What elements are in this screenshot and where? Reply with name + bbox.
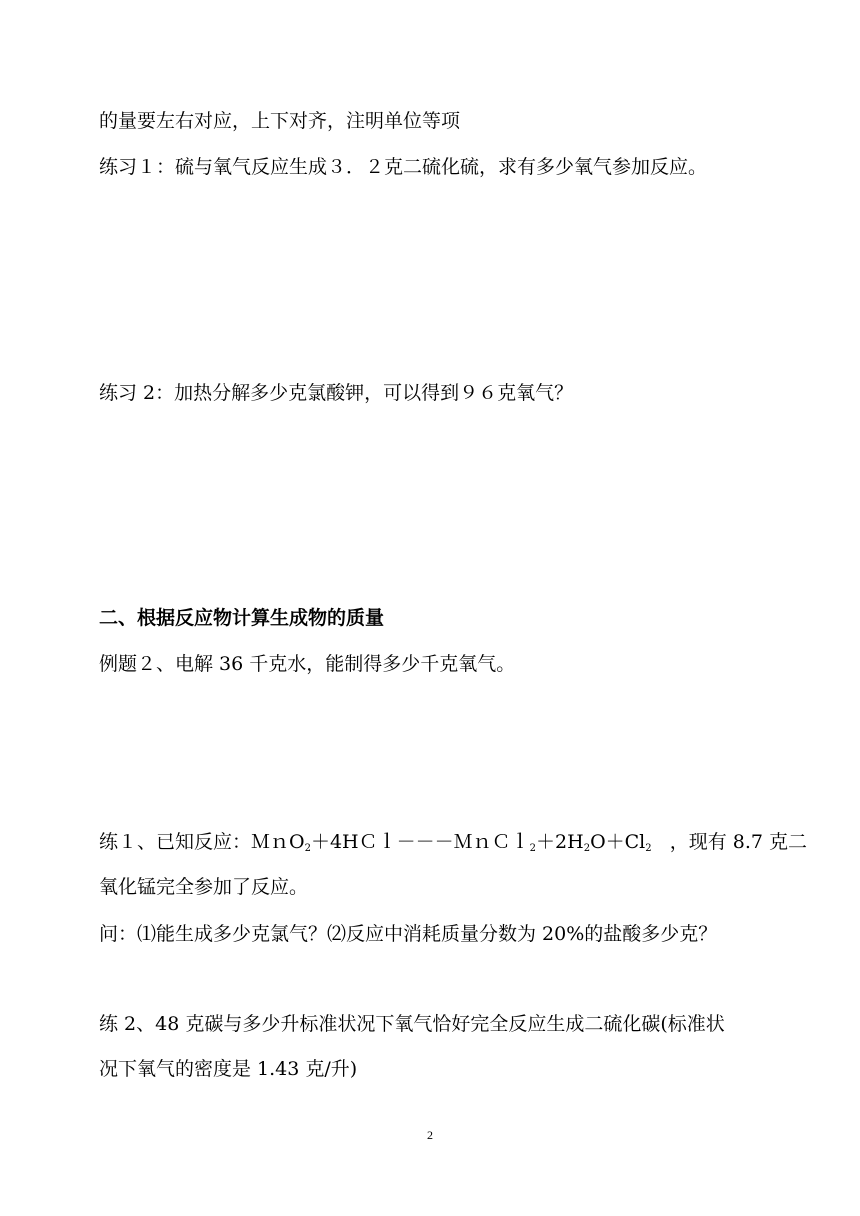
practice-1-prefix: 练１、已知反应： (99, 831, 252, 853)
subscript: 2 (304, 843, 311, 854)
practice-1-continued: 氧化锰完全参加了反应。 (99, 876, 309, 898)
practice-1-equation-line (99, 830, 807, 854)
practice-1-suffix: ，现有 8.7 克二 (669, 831, 808, 853)
text-line-1: 的量要左右对应，上下对齐，注明单位等项 (99, 110, 461, 132)
equation-mno2: ＭｎO (251, 831, 305, 853)
subscript: 2 (529, 843, 537, 854)
exercise-1: 练习１：硫与氧气反应生成３．２克二硫化硫，求有多少氧气参加反应。 (99, 156, 708, 178)
equation-part: O＋Cl (590, 831, 646, 853)
practice-1-question: 问：⑴能生成多少克氯气？⑵反应中消耗质量分数为 20%的盐酸多少克？ (99, 923, 718, 945)
exercise-2: 练习 2：加热分解多少克氯酸钾，可以得到９６克氧气？ (99, 382, 574, 404)
equation-part: ＋2H (536, 831, 584, 853)
practice-2: 练 2、48 克碳与多少升标准状况下氧气恰好完全反应生成二硫化碳(标准状 (99, 1013, 725, 1035)
subscript: 2 (645, 843, 652, 854)
subscript: 2 (583, 843, 591, 854)
page-number: 2 (427, 1128, 433, 1142)
section-heading: 二、根据反应物计算生成物的质量 (99, 607, 385, 629)
practice-2-continued: 况下氧气的密度是 1.43 克/升) (99, 1058, 358, 1080)
equation-part: ＋4HＣｌ－－－ＭｎＣｌ (310, 831, 530, 853)
example-2: 例题２、电解 36 千克水，能制得多少千克氧气。 (99, 653, 516, 675)
